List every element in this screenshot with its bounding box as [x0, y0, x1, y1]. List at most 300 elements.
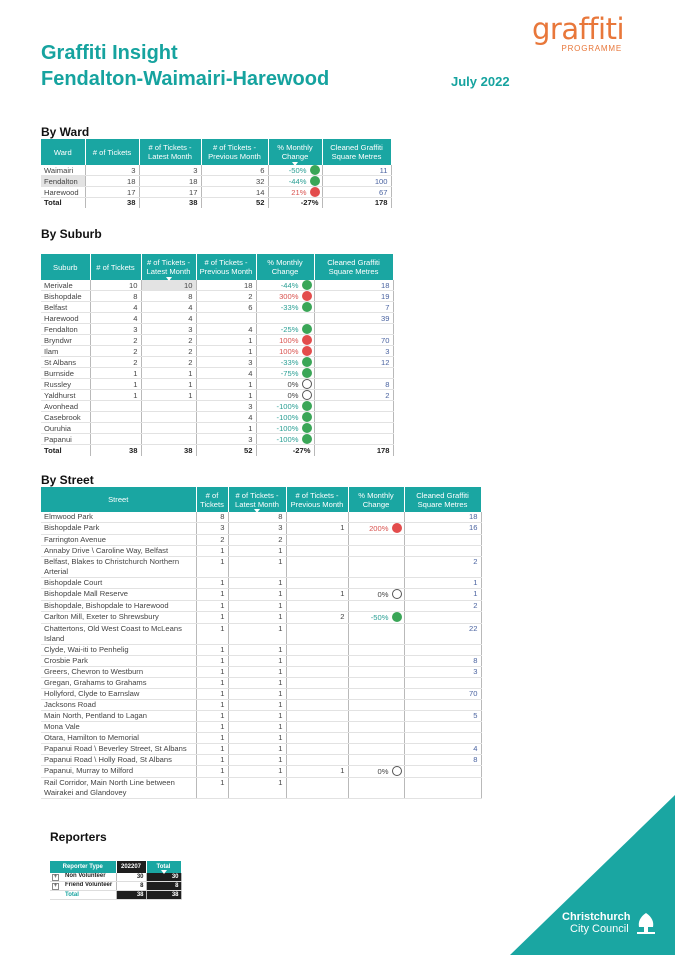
row-label: Bishopdale, Bishopdale to Harewood — [41, 601, 196, 612]
monthly-change-cell — [348, 656, 404, 667]
latest-month-cell: 17 — [139, 187, 201, 198]
square-metres-cell — [404, 766, 481, 778]
total-change: -27% — [268, 198, 322, 208]
status-green-circle-icon — [302, 423, 312, 433]
table-row[interactable] — [41, 412, 393, 423]
table-row[interactable] — [41, 755, 481, 766]
monthly-change-cell — [256, 368, 314, 379]
monthly-change-cell — [348, 612, 404, 624]
square-metres-cell: 2 — [404, 557, 481, 578]
latest-month-cell — [141, 401, 196, 412]
tickets-cell: 1 — [90, 379, 141, 390]
tickets-cell: 3 — [90, 324, 141, 335]
month-count-cell: 8 — [116, 882, 146, 891]
column-header[interactable]: # of Tickets — [196, 487, 228, 512]
latest-month-cell: 1 — [228, 733, 286, 744]
total-count-cell: 8 — [146, 882, 181, 891]
monthly-change-cell — [348, 778, 404, 799]
table-row[interactable] — [41, 187, 391, 198]
column-header[interactable]: Ward — [41, 139, 85, 165]
monthly-change-cell — [348, 546, 404, 557]
table-row[interactable] — [41, 379, 393, 390]
table-row[interactable] — [41, 557, 481, 578]
monthly-change-value: -50% — [370, 613, 389, 623]
latest-month-cell: 1 — [228, 645, 286, 656]
table-row[interactable] — [41, 711, 481, 722]
latest-month-cell: 4 — [141, 313, 196, 324]
latest-month-cell: 2 — [141, 335, 196, 346]
latest-month-cell: 4 — [141, 302, 196, 313]
row-label: Papanui Road \ Beverley Street, St Albans — [41, 744, 196, 755]
status-green-circle-icon — [302, 324, 312, 334]
column-header-sorted[interactable] — [228, 487, 286, 512]
previous-month-cell — [286, 512, 348, 523]
monthly-change-cell — [256, 324, 314, 335]
latest-month-cell — [141, 412, 196, 423]
tickets-cell: 1 — [196, 700, 228, 711]
tickets-cell: 1 — [90, 390, 141, 401]
row-label: Harewood — [41, 187, 85, 198]
total-label: Total — [41, 445, 90, 456]
row-label: Gregan, Grahams to Grahams — [41, 678, 196, 689]
table-row[interactable] — [41, 744, 481, 755]
square-metres-cell: 19 — [314, 291, 393, 302]
row-label: Elmwood Park — [41, 512, 196, 523]
column-header[interactable]: Cleaned Graffiti Square Metres — [322, 139, 391, 165]
report-month: July 2022 — [451, 74, 510, 89]
tickets-cell: 1 — [196, 589, 228, 601]
monthly-change-cell — [268, 187, 322, 198]
sort-arrow-icon — [254, 509, 260, 513]
tickets-cell: 1 — [196, 667, 228, 678]
tickets-cell — [90, 434, 141, 445]
latest-month-cell: 18 — [139, 176, 201, 187]
square-metres-cell — [314, 324, 393, 335]
table-row[interactable] — [41, 689, 481, 700]
tickets-cell: 1 — [196, 755, 228, 766]
row-label: Mona Vale — [41, 722, 196, 733]
monthly-change-cell — [348, 744, 404, 755]
latest-month-cell: 1 — [228, 755, 286, 766]
row-label: Fendalton — [41, 176, 85, 187]
column-header[interactable]: Suburb — [41, 254, 90, 280]
column-header[interactable]: # of Tickets - Previous Month — [196, 254, 256, 280]
table-row[interactable] — [41, 335, 393, 346]
status-green-circle-icon — [302, 412, 312, 422]
row-label: Jacksons Road — [41, 700, 196, 711]
table-row[interactable] — [41, 165, 391, 176]
table-row[interactable] — [41, 678, 481, 689]
monthly-change-value: -100% — [276, 413, 299, 423]
previous-month-cell: 4 — [196, 324, 256, 335]
table-row[interactable] — [41, 434, 393, 445]
reporter-type-cell — [50, 873, 116, 882]
square-metres-cell: 67 — [322, 187, 391, 198]
table-row[interactable] — [41, 313, 393, 324]
monthly-change-value: 100% — [279, 336, 299, 346]
monthly-change-cell — [256, 313, 314, 324]
previous-month-cell — [286, 601, 348, 612]
tickets-cell: 2 — [90, 335, 141, 346]
total-previous: 52 — [196, 445, 256, 456]
row-label: Belfast, Blakes to Christchurch Northern Arterial — [41, 557, 196, 578]
monthly-change-cell — [348, 557, 404, 578]
tickets-cell: 4 — [90, 313, 141, 324]
previous-month-cell: 1 — [196, 379, 256, 390]
previous-month-cell: 1 — [196, 335, 256, 346]
monthly-change-cell — [256, 302, 314, 313]
latest-month-cell: 1 — [228, 601, 286, 612]
previous-month-cell: 4 — [196, 412, 256, 423]
column-header[interactable]: Street — [41, 487, 196, 512]
square-metres-cell — [404, 722, 481, 733]
square-metres-cell: 3 — [314, 346, 393, 357]
column-header-label: # of Tickets - Latest Month — [146, 258, 191, 276]
tickets-cell: 1 — [196, 601, 228, 612]
previous-month-cell — [286, 733, 348, 744]
column-header[interactable]: % Monthly Change — [256, 254, 314, 280]
tickets-cell — [90, 401, 141, 412]
suburb-table — [41, 254, 394, 456]
table-row[interactable] — [50, 873, 181, 882]
monthly-change-cell — [256, 434, 314, 445]
row-label: Main North, Pentland to Lagan — [41, 711, 196, 722]
table-row[interactable] — [41, 656, 481, 667]
council-name-line1: Christchurch — [562, 911, 631, 923]
reporters-heading: Reporters — [50, 830, 107, 844]
monthly-change-cell — [348, 601, 404, 612]
latest-month-cell: 8 — [228, 512, 286, 523]
latest-month-cell: 1 — [228, 689, 286, 700]
latest-month-cell: 1 — [228, 656, 286, 667]
tickets-cell: 1 — [196, 733, 228, 744]
status-green-circle-icon — [302, 368, 312, 378]
square-metres-cell: 100 — [322, 176, 391, 187]
tickets-cell: 1 — [196, 678, 228, 689]
row-label: Crosbie Park — [41, 656, 196, 667]
latest-month-cell: 1 — [228, 700, 286, 711]
row-label: Bishopdale Mall Reserve — [41, 589, 196, 601]
column-header-label: % Monthly Change — [277, 143, 313, 161]
table-row[interactable] — [41, 667, 481, 678]
table-row[interactable] — [41, 601, 481, 612]
table-row[interactable] — [41, 523, 481, 535]
column-header[interactable]: # of Tickets — [90, 254, 141, 280]
sort-arrow-icon — [292, 162, 298, 166]
tickets-cell: 4 — [90, 302, 141, 313]
latest-month-cell: 2 — [141, 346, 196, 357]
column-header[interactable]: # of Tickets — [85, 139, 139, 165]
tickets-cell: 1 — [90, 368, 141, 379]
previous-month-cell — [286, 722, 348, 733]
previous-month-cell — [286, 700, 348, 711]
previous-month-cell — [286, 755, 348, 766]
square-metres-cell — [404, 678, 481, 689]
monthly-change-cell — [348, 578, 404, 589]
latest-month-cell: 1 — [228, 557, 286, 578]
column-header-label: Total — [156, 863, 171, 870]
square-metres-cell — [314, 423, 393, 434]
square-metres-cell — [314, 434, 393, 445]
total-previous: 52 — [201, 198, 268, 208]
monthly-change-value: -50% — [288, 166, 307, 175]
row-label: St Albans — [41, 357, 90, 368]
tickets-cell — [90, 412, 141, 423]
table-row[interactable] — [41, 390, 393, 401]
table-row[interactable] — [41, 176, 391, 187]
row-label: Russley — [41, 379, 90, 390]
tickets-cell: 1 — [196, 624, 228, 645]
status-green-circle-icon — [302, 401, 312, 411]
latest-month-cell: 10 — [141, 280, 196, 291]
square-metres-cell: 1 — [404, 578, 481, 589]
previous-month-cell — [286, 535, 348, 546]
status-green-circle-icon — [302, 357, 312, 367]
table-row[interactable] — [41, 423, 393, 434]
monthly-change-value: 21% — [291, 188, 307, 197]
table-row[interactable] — [41, 512, 481, 523]
status-green-circle-icon — [392, 612, 402, 622]
monthly-change-value: -44% — [280, 281, 299, 291]
square-metres-cell: 8 — [404, 656, 481, 667]
column-header[interactable]: 202207 — [116, 861, 146, 873]
row-label: Annaby Drive \ Caroline Way, Belfast — [41, 546, 196, 557]
monthly-change-cell — [348, 624, 404, 645]
status-green-circle-icon — [302, 434, 312, 444]
total-change: -27% — [256, 445, 314, 456]
previous-month-cell: 1 — [196, 423, 256, 434]
table-row[interactable] — [50, 882, 181, 891]
row-label: Belfast — [41, 302, 90, 313]
square-metres-cell: 16 — [404, 523, 481, 535]
row-label: Hollyford, Clyde to Earnslaw — [41, 689, 196, 700]
tickets-cell: 1 — [196, 656, 228, 667]
latest-month-cell: 1 — [228, 766, 286, 778]
square-metres-cell — [404, 700, 481, 711]
table-row[interactable] — [41, 302, 393, 313]
latest-month-cell: 3 — [228, 523, 286, 535]
column-header[interactable]: % Monthly Change — [348, 487, 404, 512]
square-metres-cell: 22 — [404, 624, 481, 645]
table-row[interactable] — [41, 280, 393, 291]
column-header-sorted[interactable] — [141, 254, 196, 280]
monthly-change-value: -75% — [280, 369, 299, 379]
total-month-count: 38 — [116, 891, 146, 900]
square-metres-cell — [314, 401, 393, 412]
square-metres-cell: 1 — [404, 589, 481, 601]
status-green-circle-icon — [302, 302, 312, 312]
council-emblem-icon — [634, 911, 658, 935]
monthly-change-cell — [268, 176, 322, 187]
column-header[interactable]: Reporter Type — [50, 861, 116, 873]
previous-month-cell: 1 — [286, 766, 348, 778]
table-row[interactable] — [41, 346, 393, 357]
status-red-circle-icon — [310, 187, 320, 197]
column-header-sorted[interactable] — [268, 139, 322, 165]
monthly-change-value: 0% — [377, 767, 389, 777]
latest-month-cell: 1 — [141, 379, 196, 390]
previous-month-cell — [286, 778, 348, 799]
table-row[interactable] — [41, 578, 481, 589]
status-white-circle-icon — [302, 379, 312, 389]
row-label: Clyde, Wai-iti to Penhelig — [41, 645, 196, 656]
previous-month-cell: 4 — [196, 368, 256, 379]
table-row[interactable] — [41, 291, 393, 302]
table-row[interactable] — [41, 766, 481, 778]
latest-month-cell: 1 — [228, 722, 286, 733]
row-label: Otara, Hamilton to Memorial — [41, 733, 196, 744]
monthly-change-cell — [348, 589, 404, 601]
row-label: Rail Corridor, Main North Line between Wairakei and Glandovey — [41, 778, 196, 799]
latest-month-cell: 1 — [228, 678, 286, 689]
square-metres-cell — [314, 412, 393, 423]
monthly-change-cell — [256, 379, 314, 390]
monthly-change-cell — [256, 291, 314, 302]
status-red-circle-icon — [392, 523, 402, 533]
latest-month-cell: 3 — [139, 165, 201, 176]
column-header[interactable]: Cleaned Graffiti Square Metres — [314, 254, 393, 280]
month-count-cell: 30 — [116, 873, 146, 882]
latest-month-cell: 1 — [141, 390, 196, 401]
expand-plus-icon[interactable]: + — [53, 874, 58, 880]
table-row[interactable] — [41, 733, 481, 744]
row-label: Yaldhurst — [41, 390, 90, 401]
monthly-change-value: -44% — [288, 177, 307, 186]
row-label: Casebrook — [41, 412, 90, 423]
status-red-circle-icon — [302, 346, 312, 356]
row-label: Harewood — [41, 313, 90, 324]
table-row[interactable] — [41, 700, 481, 711]
monthly-change-cell — [348, 700, 404, 711]
square-metres-cell: 2 — [314, 390, 393, 401]
reporters-table — [50, 861, 182, 900]
total-row — [41, 445, 393, 456]
total-latest: 38 — [141, 445, 196, 456]
monthly-change-cell — [256, 390, 314, 401]
table-row[interactable] — [41, 535, 481, 546]
table-row[interactable] — [41, 612, 481, 624]
monthly-change-value: -100% — [276, 435, 299, 445]
total-square-metres: 178 — [314, 445, 393, 456]
status-red-circle-icon — [302, 291, 312, 301]
status-white-circle-icon — [392, 589, 402, 599]
status-green-circle-icon — [310, 176, 320, 186]
monthly-change-cell — [348, 535, 404, 546]
reporter-type-label: Friend Volunteer — [65, 882, 113, 888]
previous-month-cell — [286, 711, 348, 722]
row-label: Farrington Avenue — [41, 535, 196, 546]
monthly-change-value: 300% — [279, 292, 299, 302]
column-header[interactable]: Cleaned Graffiti Square Metres — [404, 487, 481, 512]
tickets-cell: 2 — [196, 535, 228, 546]
tickets-cell: 8 — [196, 512, 228, 523]
total-tickets: 38 — [85, 198, 139, 208]
graffiti-programme-logo — [532, 14, 632, 53]
previous-month-cell — [286, 578, 348, 589]
row-label: Merivale — [41, 280, 90, 291]
report-area: Fendalton-Waimairi-Harewood — [41, 68, 330, 90]
latest-month-cell: 1 — [228, 778, 286, 799]
table-row[interactable] — [41, 624, 481, 645]
monthly-change-value: 200% — [369, 524, 389, 534]
row-label: Fendalton — [41, 324, 90, 335]
column-header[interactable]: # of Tickets - Previous Month — [286, 487, 348, 512]
total-square-metres: 178 — [322, 198, 391, 208]
sort-arrow-icon — [166, 277, 172, 281]
logo-sub: PROGRAMME — [561, 44, 622, 53]
row-label: Bishopdale Park — [41, 523, 196, 535]
previous-month-cell: 6 — [196, 302, 256, 313]
total-latest: 38 — [139, 198, 201, 208]
latest-month-cell: 8 — [141, 291, 196, 302]
table-row[interactable] — [41, 357, 393, 368]
square-metres-cell: 8 — [314, 379, 393, 390]
tickets-cell: 1 — [196, 578, 228, 589]
table-row[interactable] — [41, 546, 481, 557]
previous-month-cell: 1 — [286, 589, 348, 601]
table-row[interactable] — [41, 401, 393, 412]
row-label: Papanui — [41, 434, 90, 445]
column-header[interactable]: # of Tickets - Latest Month — [139, 139, 201, 165]
column-header[interactable]: # of Tickets - Previous Month — [201, 139, 268, 165]
logo-word: graffiti — [532, 12, 625, 46]
previous-month-cell: 18 — [196, 280, 256, 291]
table-row[interactable] — [41, 589, 481, 601]
reporter-type-label: Non Volunteer — [65, 873, 106, 879]
previous-month-cell: 14 — [201, 187, 268, 198]
table-row[interactable] — [41, 778, 481, 799]
status-white-circle-icon — [302, 390, 312, 400]
council-name-line2: City Council — [570, 923, 629, 935]
status-green-circle-icon — [310, 165, 320, 175]
table-row[interactable] — [41, 645, 481, 656]
monthly-change-cell — [348, 667, 404, 678]
table-row[interactable] — [41, 722, 481, 733]
previous-month-cell — [286, 645, 348, 656]
monthly-change-cell — [348, 689, 404, 700]
monthly-change-cell — [348, 711, 404, 722]
row-label: Bryndwr — [41, 335, 90, 346]
monthly-change-cell — [256, 280, 314, 291]
tickets-cell: 1 — [196, 778, 228, 799]
row-label: Carlton Mill, Exeter to Shrewsbury — [41, 612, 196, 624]
square-metres-cell: 70 — [404, 689, 481, 700]
previous-month-cell: 32 — [201, 176, 268, 187]
row-label: Greers, Chevron to Westburn — [41, 667, 196, 678]
monthly-change-cell — [268, 165, 322, 176]
square-metres-cell: 4 — [404, 744, 481, 755]
previous-month-cell: 2 — [286, 612, 348, 624]
table-row[interactable] — [41, 324, 393, 335]
square-metres-cell: 11 — [322, 165, 391, 176]
previous-month-cell: 1 — [196, 346, 256, 357]
row-label: Ilam — [41, 346, 90, 357]
square-metres-cell — [404, 645, 481, 656]
ward-heading: By Ward — [41, 125, 90, 139]
monthly-change-cell — [256, 423, 314, 434]
tickets-cell: 2 — [90, 346, 141, 357]
table-row[interactable] — [41, 368, 393, 379]
previous-month-cell — [196, 313, 256, 324]
row-label: Bishopdale — [41, 291, 90, 302]
latest-month-cell: 1 — [228, 546, 286, 557]
column-header-sorted[interactable] — [146, 861, 181, 873]
tickets-cell: 1 — [196, 689, 228, 700]
previous-month-cell — [286, 689, 348, 700]
expand-plus-icon[interactable]: + — [53, 883, 58, 889]
previous-month-cell — [286, 656, 348, 667]
monthly-change-cell — [348, 512, 404, 523]
